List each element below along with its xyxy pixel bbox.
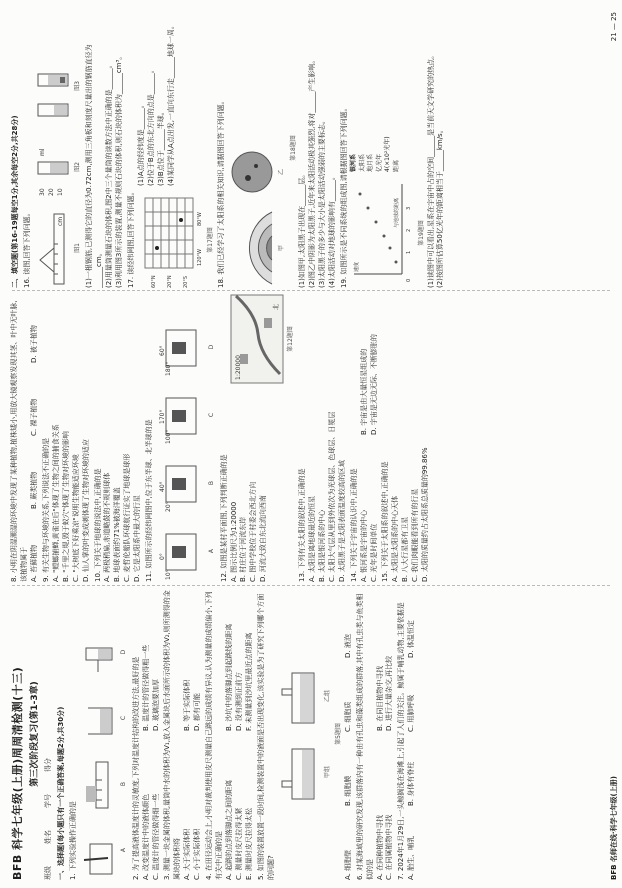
lon-80w-label: 80°W: [197, 212, 204, 226]
q12-option-b: B. 村庄位于河流东岸: [239, 516, 248, 582]
id-label: 学号: [44, 794, 53, 808]
figure-16-3-caption: 图3: [73, 81, 81, 91]
figure-yi-group: [280, 661, 332, 731]
grid-c: [158, 384, 216, 446]
score-label: 得分: [44, 758, 53, 772]
axis-y-title: 速度: [354, 261, 361, 272]
q18-item-2: (2)图乙中阴影为太阳黑子,近年来太阳活动极其强烈,将对______产生影响。: [308, 56, 317, 288]
figure-jia-group: [280, 737, 332, 807]
question-17-block: [137, 8, 215, 288]
question-16: 16. 读图,回答下列问题。: [22, 209, 31, 288]
q19-item-1: (1)读图中可以看出,星系在宇宙中占的空间______是当前天文学研究的热点。: [426, 51, 435, 288]
q4-option-2: B. 沙坑中的落脚点到起跳线的距离: [225, 623, 234, 731]
q5-option-b: B. 细胞膜: [343, 775, 352, 806]
q18-item-4: (4)太阳活动对地球的影响有______。: [328, 173, 337, 288]
question-18: 18. 我们已经学习了太阳系的相关知识,请据图回答下列问题。: [217, 97, 226, 288]
option-b-label: B: [120, 781, 128, 787]
question-18-items: [298, 8, 338, 288]
q4-option-3: C. 测量时皮尺拉得太紧: [235, 807, 244, 880]
q15-option-a: A. 太阳是太阳系的中心天体: [391, 495, 400, 582]
column-2: [8, 294, 614, 582]
q9-option-b: B. "千里之堤,毁于蚁穴"体现了生物对环境的影响: [61, 431, 70, 582]
q6-option-d: D. 进行大量杂交,再比较: [385, 655, 394, 731]
yi-label: 乙组: [323, 690, 331, 703]
question-1-figures: [82, 588, 128, 880]
figure-d-cylinder: [82, 622, 128, 682]
question-3: 3. 测量一块金属的体积,量筒中水的体积为V₁,放入金属块后水面所示的体积为V₂,则所测得的金属块的体积将: [163, 590, 182, 880]
q10-option-a: A. 两极稍扁,赤道略鼓的不规则球体: [103, 472, 112, 582]
legend-solar-system: 太阳系: [358, 153, 366, 172]
question-7-options: [407, 588, 417, 880]
question-16-figures: [36, 8, 82, 288]
q3-option-d: D. 都有可能: [193, 693, 202, 731]
lat-20s-label: 20°S: [183, 275, 190, 288]
column-3: [8, 8, 614, 288]
q7-option-c: C. 用肺呼吸: [407, 694, 416, 732]
question-18-figures: [230, 8, 286, 288]
grid-c-lat-label: 100°: [165, 429, 173, 444]
figure-18-caption: 第18题图: [289, 135, 297, 161]
legend-milky-way: 银河系: [350, 153, 358, 172]
q16-item-3: (3)利用图3所示的装置,测量不规则石块的体积,则石块的体积为______cm³。: [115, 52, 124, 288]
question-2-options: [142, 588, 162, 880]
figure-18-jia-label: 甲: [278, 245, 286, 252]
question-2: 2. 为了提高液体温度计的灵敏度,下列对温度计结构的改进方法,最好的是: [131, 656, 140, 880]
figure-18-yi-label: 乙: [278, 169, 286, 176]
page-number: 21 — 25: [610, 12, 619, 42]
lon-120w-label: 120°W: [197, 249, 204, 266]
q2-option-d: D. 玻璃泡要加厚: [151, 679, 160, 731]
q9-option-d: D. 仙人掌的叶变成刺体现了生物对环境的适应: [81, 439, 90, 582]
class-label: 班级: [44, 866, 53, 880]
question-17: 17. 读经纬网图,回答下列问题。: [127, 188, 136, 288]
footer-brand: BFB 名师在线·科学七年级(上册): [610, 776, 619, 880]
q10-option-d: D. 它是太阳系中最大的行星: [133, 495, 142, 582]
q13-option-b: B. 太阳是银河系的中心: [317, 509, 326, 582]
question-11-grids: [158, 294, 216, 582]
axis-tick-2: 2: [406, 228, 413, 232]
question-7: 7. 2024年1月29日,一头鲸搁浅在海滩上,引起了人们的关注。鲸属于哺乳动物,主要依据是: [397, 602, 406, 880]
question-11: 11. 如图所示的经纬网图中,位于东半球、北半球的是: [145, 419, 154, 582]
question-8: 8. 小明在阴湿潮湿的环境中发现了某种植物,植株矮小,用放大镜观察发现其茎、叶中无叶脉,该植物属于: [10, 300, 28, 582]
grid-a-label: A: [208, 548, 216, 554]
column-1: [8, 588, 614, 880]
ml-unit-label: ml: [38, 148, 46, 156]
q6-option-a: A. 在同种植物中寻找: [375, 814, 384, 880]
grid-d: [158, 316, 216, 378]
axis-tick-1: 1: [406, 250, 413, 254]
q5-option-c: C. 细胞质: [343, 701, 352, 732]
map-north-label: 北: [272, 303, 280, 310]
q15-option-d: D. 太阳的质量约占太阳系总质量的99.86%: [421, 447, 430, 582]
q2-option-c: C. 温度计的管径做得细一些: [151, 793, 160, 880]
q5-option-a: A. 细胞壁: [343, 849, 352, 880]
q17-item-2: (2)位于B点的东北方向的点是______。: [146, 66, 155, 186]
q13-option-a: A. 太阳是离地球最近的恒星: [307, 495, 316, 582]
question-17-items: [137, 8, 215, 186]
question-5-options: [344, 588, 354, 880]
grid-a: [158, 520, 216, 582]
question-1: 1. 下列实验操作正确的是: [69, 801, 78, 880]
q15-option-c: C. 我们肉眼能看到所有的行星: [411, 488, 420, 582]
grid-b-lat-label: 20°: [165, 501, 173, 512]
figure-16-3-cylinders: [36, 46, 82, 126]
question-5: 5. 如图的装置放置一段时间,检测装置中的液面是否出现变化,该实验是为了研究下列哪个方面的问题?: [256, 593, 275, 880]
question-3-options: [183, 588, 203, 880]
figure-16-2-cylinder: [36, 132, 82, 202]
q12-option-c: C. 图中学校位于村委会西北方向: [249, 481, 258, 582]
legend-distance: 距离: [392, 159, 400, 172]
q3-option-b: B. 等于实际体积: [183, 679, 192, 731]
question-8-options: [30, 294, 40, 582]
q8-option-b: B. 蕨类植物: [29, 471, 38, 509]
q13-option-d: D. 太阳黑子是太阳表面温度较高的区域: [337, 460, 346, 582]
q18-item-1: (1)如图甲,太阳黑子出现在______层。: [298, 170, 307, 288]
galaxy-speed-chart: [350, 178, 426, 288]
q8-option-a: A. 苔藓植物: [29, 544, 38, 582]
figure-17-caption: 第17题图: [206, 227, 214, 253]
q17-item-4: (4)某同学从A点出发,一直向东行走______地球一周。: [166, 22, 175, 186]
question-19-block: [350, 8, 426, 288]
grid-c-label: C: [208, 412, 216, 418]
grid-c-lon-label: 170°: [159, 409, 167, 424]
q4-option-5: E. 测量时皮尺拉得太松: [244, 808, 253, 880]
figure-16-1-ruler: [36, 208, 82, 288]
question-12-block: [230, 294, 296, 582]
q17-item-3: (3)B点位于______半球。: [156, 108, 165, 186]
question-12-options: [230, 390, 296, 582]
q2-option-a: A. 改变温度计中的液体颜色: [141, 793, 150, 880]
student-info-line: [44, 588, 54, 880]
jia-label: 甲组: [323, 766, 331, 779]
figure-12-caption: 第12题图: [287, 326, 295, 352]
question-12: 12. 如图是某村平面图,下列判断正确的是: [219, 454, 228, 582]
legend-axis-unit: 4(×10²光年): [384, 136, 392, 172]
q16-item-2: (2)用量筒测量石块的体积,图2中三个量筒的读数方法中正确的是______。: [105, 61, 114, 288]
q7-option-d: D. 体温恒定: [407, 620, 416, 658]
grid-d-lon-label: 60°: [159, 345, 167, 356]
question-14: 14. 下列关于宇宙的认识中,正确的是: [349, 468, 358, 582]
q15-option-b: B. 八大行星都有卫星: [401, 516, 410, 582]
question-4-options: [225, 588, 255, 880]
option-d-label: D: [120, 649, 128, 655]
lat-20n-label: 20°N: [167, 275, 174, 288]
q3-option-a: A. 大于实际体积: [183, 828, 192, 880]
question-5-figure: [280, 588, 332, 880]
q4-option-1: A. 起跳的点到落脚点之间的距离: [225, 779, 234, 880]
lat-lon-grid-figure: [137, 192, 215, 288]
question-13-options: [308, 294, 348, 582]
question-6: 6. 对某海域里的研究发现,该群落内有一种由有孔虫和藻类组成的群落,其中有孔虫类与鱼类相似的是: [355, 593, 374, 880]
axis-origin-label: 0: [406, 278, 413, 282]
name-label: 姓名: [44, 830, 53, 844]
question-19: 19. 如图所示是不同系统的组成图,请根据图回答下列问题。: [340, 104, 349, 288]
q10-option-b: B. 地球表面约71%被海洋覆盖: [113, 487, 122, 582]
grid-b-lon-label: 40°: [159, 481, 167, 492]
q14-option-c: C. 光年是时间单位: [369, 523, 378, 582]
q4-option-6: F. 未测量到沙坑里最近点的距离: [244, 632, 253, 731]
q14-option-d: D. 宇宙是无边无际、不断膨胀的: [369, 334, 378, 435]
q18-item-3: (3)太阳黑子的多少与大小是太阳活动强弱的主要标志。: [318, 117, 327, 288]
scale-10-label: 10: [56, 188, 64, 196]
grid-b: [158, 452, 216, 514]
worksheet-subtitle: 第三次阶段复习(第1-3章): [29, 681, 40, 787]
q12-option-a: A. 图示比例尺为1:20000: [229, 501, 238, 582]
q10-option-c: C. 麦哲伦船队环球航行证实了地球是球形: [123, 453, 132, 582]
q7-option-a: A. 胎生、哺乳: [407, 835, 416, 880]
column-divider: [12, 290, 610, 291]
axis-x-title: 与地球的距离: [394, 197, 401, 228]
option-c-label: C: [120, 715, 128, 721]
q8-option-d: D. 被子植物: [29, 325, 38, 363]
system-hierarchy-legend: [350, 136, 401, 172]
figure-16-1-caption: 图1: [73, 243, 81, 253]
figure-a-thermometer: [82, 820, 128, 880]
q13-option-c: C. 太阳大气层从里到外依次为光球层、色球层、日冕层: [327, 411, 336, 582]
worksheet-title: BFB 科学七年级(上册)周周清检测(十三): [11, 666, 24, 880]
grid-d-lat-label: 180°: [165, 361, 173, 376]
q6-option-b: B. 在同目植物中寻找: [375, 665, 384, 731]
figure-18-jia-sun-layers: [230, 208, 286, 288]
q6-option-c: C. 在同属植物中寻找: [385, 814, 394, 880]
grid-d-label: D: [208, 344, 216, 350]
figure-b-ruler: [82, 754, 128, 814]
q19-item-2: (2)按图所估算50亿光年的距离相当于______km/s。: [436, 126, 445, 288]
q8-option-c: C. 裸子植物: [29, 398, 38, 436]
axis-tick-3: 3: [406, 206, 413, 210]
question-13: 13. 下列有关太阳的叙述中,正确的是: [297, 468, 306, 582]
question-15: 15. 下列关于太阳系的叙述中,正确的是: [381, 461, 390, 582]
lat-60n-label: 60°N: [151, 275, 158, 288]
q17-item-1: (1)A点的经纬度是______。: [137, 101, 146, 186]
question-10: 10. 下列关于地球的说法中,正确的是: [93, 468, 102, 582]
question-9: 9. 有关生物与环境的关系,下列说法不正确的是: [41, 437, 50, 582]
village-map-figure: [230, 294, 296, 384]
question-14-options: [360, 294, 380, 582]
q4-option-4: D. 没有测到正前方: [235, 672, 244, 731]
grid-b-label: B: [208, 480, 216, 486]
scale-20-label: 20: [47, 188, 55, 196]
grid-a-lat-label: 10°: [165, 569, 173, 580]
ruler-unit-label: cm: [56, 216, 64, 226]
q9-option-a: A. "螳螂捕蝉,黄雀在后"体现了生物之间的捕食关系: [51, 424, 60, 582]
section-2-heading: 二、填空题(第16-19题每空1分,其余每空2分,共28分): [11, 115, 19, 288]
q9-option-c: C. "大树底下好乘凉"说明生物能适应环境: [71, 454, 80, 582]
question-10-options: [103, 294, 143, 582]
question-6-options: [376, 588, 396, 880]
figure-c-beaker: [82, 688, 128, 748]
q16-item-1: (1)一根钢筋,已测得它的直径为0.72cm,测用三角板和刻度尺量出的钢筋直径为______cm。: [85, 44, 104, 288]
legend-earth-moon: 地月系: [367, 153, 375, 172]
question-16-items: [85, 8, 125, 288]
q2-option-b: B. 温度计的管径做得粗一些: [141, 644, 150, 731]
figure-5-caption: 第5题图: [335, 723, 343, 745]
q7-option-b: B. 身体有脊柱: [407, 761, 416, 806]
legend-unit: 亿光年: [375, 153, 383, 172]
q12-option-d: D. 河流大致自东北流向西南: [259, 495, 268, 582]
figure-19-caption: 第19题图: [418, 220, 425, 246]
q3-option-c: C. 小于实际体积: [193, 828, 202, 880]
column-divider: [12, 585, 610, 586]
grid-a-lon-label: 0°: [159, 553, 167, 560]
question-4: 4. 在田径运动会上,小明对裁判使用皮尺测量自己跳远的成绩有异议,认为测量的成绩偏小,下列有关中正确的是: [205, 591, 224, 880]
q14-option-b: B. 宇宙是由大量恒星组成的: [359, 348, 368, 435]
section-1-heading: 一、选择题(每小题只有一个正确答案,每题2分,共30分): [57, 706, 66, 880]
question-9-options: [52, 294, 92, 582]
figure-16-2-caption: 图2: [73, 162, 81, 172]
question-19-items: [427, 8, 447, 288]
question-15-options: [391, 294, 431, 582]
option-a-label: A: [120, 847, 128, 853]
scale-30-label: 30: [38, 188, 46, 196]
figure-18-yi-sunspot: [230, 142, 286, 202]
map-scale-label: 1:20000: [234, 355, 242, 380]
q5-option-d: D. 液泡: [343, 634, 352, 658]
q14-option-a: A. 银河系是宇宙的中心: [359, 509, 368, 582]
